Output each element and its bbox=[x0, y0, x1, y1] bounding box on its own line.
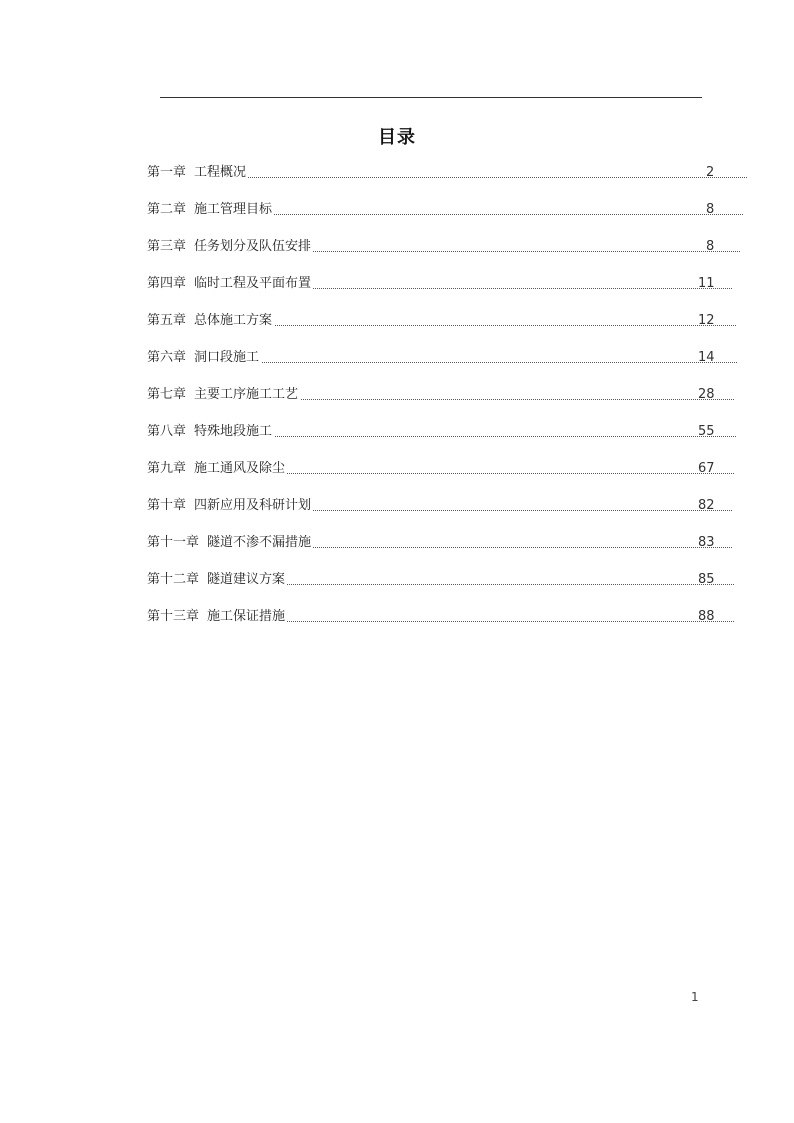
toc-entry[interactable] bbox=[147, 200, 743, 237]
toc-page-number: 55 bbox=[698, 424, 715, 439]
toc-title: 目录 bbox=[378, 127, 416, 148]
toc-chapter-number: 第八章 bbox=[147, 424, 187, 439]
toc-chapter-number: 第二章 bbox=[147, 202, 187, 217]
toc-page-number: 28 bbox=[698, 387, 715, 402]
toc-chapter-title: 任务划分及队伍安排 bbox=[194, 239, 312, 254]
toc-chapter-number: 第六章 bbox=[147, 350, 187, 365]
toc-chapter-title: 施工通风及除尘 bbox=[194, 461, 286, 476]
toc-entry-label bbox=[147, 533, 313, 553]
toc-page-number: 85 bbox=[698, 572, 715, 587]
toc-entry[interactable] bbox=[147, 570, 734, 607]
header-rule bbox=[160, 97, 702, 98]
page-number: 1 bbox=[691, 990, 699, 1004]
toc-chapter-title: 四新应用及科研计划 bbox=[194, 498, 312, 513]
toc-entry-label bbox=[147, 163, 248, 183]
toc-entry-label bbox=[147, 274, 313, 294]
toc-entry[interactable] bbox=[147, 422, 736, 459]
toc-entry-label bbox=[147, 311, 274, 331]
toc-chapter-title: 施工管理目标 bbox=[194, 202, 273, 217]
toc-chapter-title: 施工保证措施 bbox=[207, 609, 286, 624]
toc-entry[interactable] bbox=[147, 348, 737, 385]
toc-entry-label bbox=[147, 459, 287, 479]
toc-entry-label bbox=[147, 570, 287, 590]
toc-page-number: 11 bbox=[698, 276, 715, 291]
toc-page-number: 2 bbox=[706, 165, 715, 180]
toc-entry[interactable] bbox=[147, 163, 747, 200]
toc-entry[interactable] bbox=[147, 533, 732, 570]
toc-chapter-number: 第三章 bbox=[147, 239, 187, 254]
toc-entry-label bbox=[147, 237, 313, 257]
toc-chapter-title: 总体施工方案 bbox=[194, 313, 273, 328]
toc-entry-label bbox=[147, 200, 274, 220]
toc-entry[interactable] bbox=[147, 459, 734, 496]
toc-entry[interactable] bbox=[147, 311, 736, 348]
toc-chapter-number: 第十章 bbox=[147, 498, 187, 513]
toc-page-number: 8 bbox=[706, 202, 715, 217]
toc-page-number: 8 bbox=[706, 239, 715, 254]
toc-chapter-title: 特殊地段施工 bbox=[194, 424, 273, 439]
toc-chapter-number: 第十二章 bbox=[147, 572, 200, 587]
toc-chapter-number: 第一章 bbox=[147, 165, 187, 180]
toc-chapter-number: 第十三章 bbox=[147, 609, 200, 624]
toc-chapter-title: 隧道建议方案 bbox=[207, 572, 286, 587]
toc-entry[interactable] bbox=[147, 274, 732, 311]
toc-entry-label bbox=[147, 348, 261, 368]
toc-page-number: 83 bbox=[698, 535, 715, 550]
toc-chapter-title: 临时工程及平面布置 bbox=[194, 276, 312, 291]
table-of-contents bbox=[147, 163, 747, 644]
toc-entry[interactable] bbox=[147, 607, 734, 644]
toc-chapter-number: 第四章 bbox=[147, 276, 187, 291]
toc-chapter-title: 隧道不渗不漏措施 bbox=[207, 535, 312, 550]
toc-chapter-title: 主要工序施工工艺 bbox=[194, 387, 299, 402]
toc-entry-label bbox=[147, 385, 300, 405]
toc-entry-label bbox=[147, 496, 313, 516]
toc-chapter-number: 第十一章 bbox=[147, 535, 200, 550]
toc-chapter-title: 洞口段施工 bbox=[194, 350, 260, 365]
toc-page-number: 82 bbox=[698, 498, 715, 513]
toc-page-number: 88 bbox=[698, 609, 715, 624]
toc-chapter-number: 第九章 bbox=[147, 461, 187, 476]
toc-entry-label bbox=[147, 607, 287, 627]
toc-chapter-title: 工程概况 bbox=[194, 165, 247, 180]
toc-page-number: 67 bbox=[698, 461, 715, 476]
toc-chapter-number: 第五章 bbox=[147, 313, 187, 328]
toc-entry[interactable] bbox=[147, 385, 734, 422]
toc-page-number: 12 bbox=[698, 313, 715, 328]
toc-entry-label bbox=[147, 422, 274, 442]
toc-chapter-number: 第七章 bbox=[147, 387, 187, 402]
toc-page-number: 14 bbox=[698, 350, 715, 365]
toc-entry[interactable] bbox=[147, 496, 732, 533]
toc-entry[interactable] bbox=[147, 237, 740, 274]
